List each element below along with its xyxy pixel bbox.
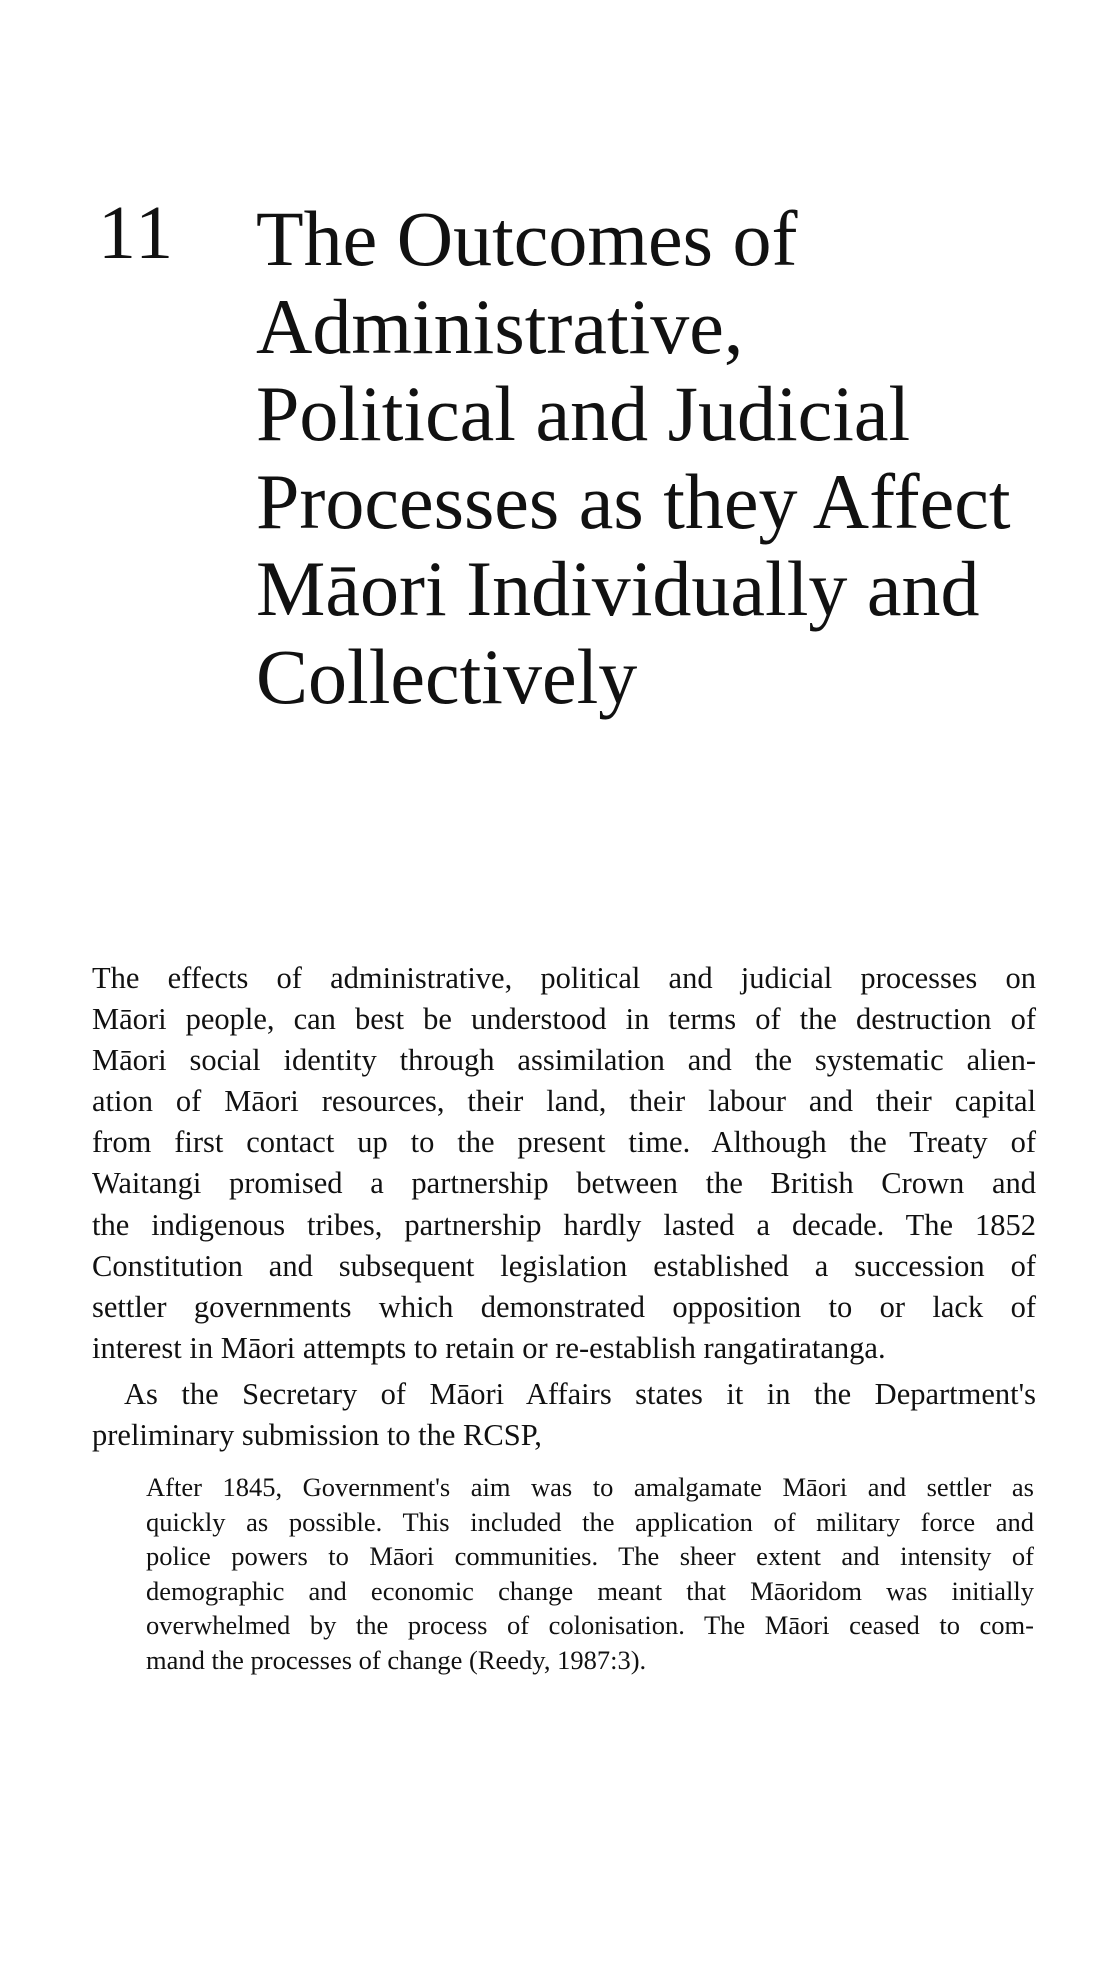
chapter-number: 11: [98, 191, 176, 275]
text-line: Māori people, can best be understood in terms of the destruction of: [92, 1002, 1036, 1037]
block-quote: [146, 1470, 1034, 1677]
chapter-title-line: Collectively: [256, 632, 638, 720]
chapter-title-line: Māori Individually and: [256, 545, 980, 632]
text-line: ation of Māori resources, their land, their labour and their capital: [92, 1084, 1036, 1119]
chapter-title-line: Political and Judicial: [256, 370, 911, 457]
text-line: The effects of administrative, political and judicial processes on: [92, 961, 1036, 995]
text-line: settler governments which demonstrated opposition to or lack of: [92, 1289, 1036, 1324]
quote-line: After 1845, Government's aim was to amalgamate Māori and settler as: [146, 1472, 1034, 1502]
text-line: Constitution and subsequent legislation established a succession of: [92, 1248, 1036, 1283]
text-line: the indigenous tribes, partnership hardly lasted a decade. The 1852: [92, 1207, 1036, 1242]
quote-line: mand the processes of change (Reedy, 1987:3).: [146, 1644, 647, 1675]
paragraph-intro: [92, 958, 1036, 1369]
chapter-title-line: The Outcomes of: [256, 195, 798, 282]
text-line: Waitangi promised a partnership between the British Crown and: [92, 1166, 1036, 1201]
quote-line: police powers to Māori communities. The sheer extent and intensity of: [146, 1541, 1034, 1571]
quote-line: demographic and economic change meant that Māoridom was initially: [146, 1575, 1034, 1606]
text-line: from first contact up to the present time. Although the Treaty of: [92, 1125, 1036, 1160]
paragraph-secretary: [92, 1374, 1036, 1456]
text-line: As the Secretary of Māori Affairs states it in the Department's: [124, 1376, 1036, 1411]
text-line: interest in Māori attempts to retain or re-establish rangatiratanga.: [92, 1330, 886, 1365]
quote-line: quickly as possible. This included the application of military force and: [146, 1506, 1034, 1537]
text-line: Māori social identity through assimilation and the systematic alien-: [92, 1043, 1036, 1078]
body-text: [92, 958, 1036, 1456]
quote-line: overwhelmed by the process of colonisation. The Māori ceased to com-: [146, 1610, 1034, 1640]
text-line: preliminary submission to the RCSP,: [92, 1418, 542, 1453]
chapter-title: [256, 195, 1056, 720]
chapter-title-line: Processes as they Affect: [256, 457, 1011, 545]
chapter-title-line: Administrative,: [256, 282, 744, 370]
